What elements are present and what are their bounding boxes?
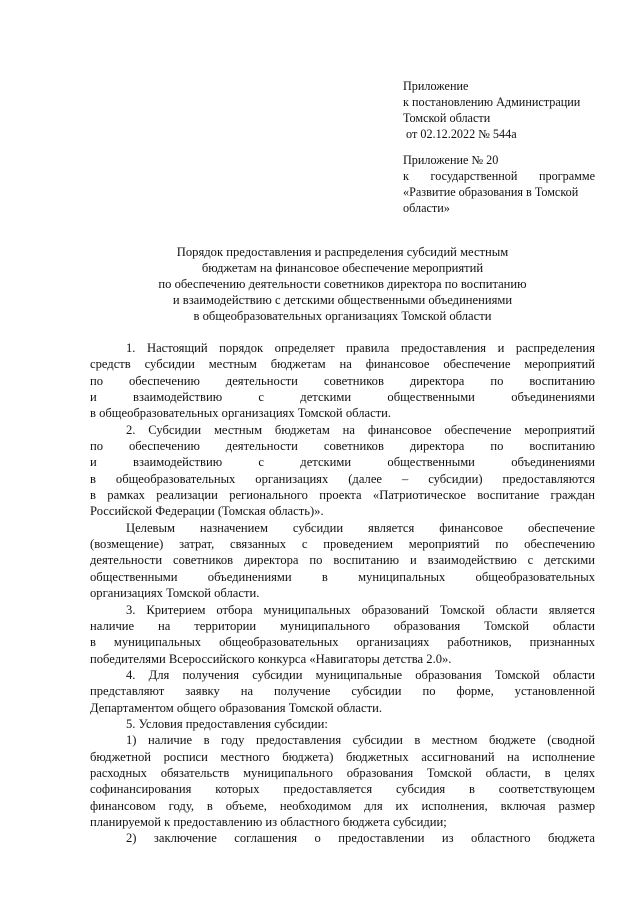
body-line: софинансирования которых предоставляется субсидия в соответствующем (90, 782, 595, 797)
appendix-header (403, 78, 595, 142)
document-title (90, 244, 595, 324)
body-line: 2) заключение соглашения о предоставлении из областного бюджета (126, 831, 595, 846)
body-line: по обеспечению деятельности советников директора по воспитанию (90, 373, 595, 388)
body-line: Целевым назначением субсидии является финансовое обеспечение (126, 520, 595, 535)
body-line: 1. Настоящий порядок определяет правила предоставления и распределения (126, 341, 595, 355)
title-line: и взаимодействию с детскими общественными объединениями (172, 293, 513, 307)
body-line: 1) наличие в году предоставления субсидии в местном бюджете (сводной (126, 733, 595, 748)
body-line: планируемой к предоставлению из областного бюджета субсидии; (90, 814, 447, 829)
appendix-program (403, 152, 595, 216)
body-line: по обеспечению деятельности советников директора по воспитанию (90, 439, 595, 454)
body-line: в рамках реализации регионального проекта «Патриотическое воспитание граждан (90, 488, 595, 503)
body-line: 4. Для получения субсидии муниципальные образования Томской области (126, 667, 595, 682)
appendix-program-line: Приложение № 20 (403, 153, 499, 167)
body-line: (возмещение) затрат, связанных с проведением мероприятий по обеспечению (90, 537, 595, 552)
appendix-header-line: Приложение (403, 79, 469, 93)
body-line: финансовом году, в объеме, необходимом для их исполнения, включая размер (90, 798, 595, 813)
appendix-header-line: Томской области (403, 111, 491, 125)
appendix-program-line: «Развитие образования в Томской (403, 185, 579, 199)
appendix-program-line: области» (403, 201, 450, 215)
body-line: представляют заявку на получение субсидии по форме, установленной (90, 684, 595, 699)
body-line: и взаимодействию с детскими общественными объединениями (90, 455, 595, 470)
body-line: победителями Всероссийского конкурса «Навигаторы детства 2.0». (90, 651, 452, 666)
body-line: Российской Федерации (Томская область)». (90, 504, 324, 519)
body-line: организациях Томской области. (90, 586, 260, 601)
body-line: наличие на территории муниципального образования Томской области (90, 618, 595, 633)
body-line: в общеобразовательных организациях (далее – субсидии) предоставляются (90, 471, 595, 486)
title-line: бюджетам на финансовое обеспечение мероприятий (201, 261, 484, 275)
body-line: бюджетной росписи местного бюджета) бюджетных ассигнований на исполнение (90, 749, 595, 764)
body-line: средств субсидии местным бюджетам на финансовое обеспечение мероприятий (90, 357, 595, 372)
body-line: 5. Условия предоставления субсидии: (126, 716, 328, 731)
body-line: расходных обязательств муниципального образования Томской области, в целях (90, 765, 595, 780)
document-body (90, 340, 595, 847)
title-line: Порядок предоставления и распределения субсидий местным (176, 245, 509, 259)
body-line: 2. Субсидии местным бюджетам на финансовое обеспечение мероприятий (126, 422, 595, 437)
body-line: в общеобразовательных организациях Томской области. (90, 406, 392, 421)
appendix-header-line: от 02.12.2022 № 544а (403, 127, 517, 141)
body-line: общественными объединениями в муниципальных общеобразовательных (90, 569, 595, 584)
appendix-header-line: к постановлению Администрации (403, 95, 581, 109)
body-line: Департаментом общего образования Томской области. (90, 700, 382, 715)
body-line: и взаимодействию с детскими общественными объединениями (90, 390, 595, 405)
title-line: по обеспечению деятельности советников директора по воспитанию (158, 277, 527, 291)
body-line: 3. Критерием отбора муниципальных образований Томской области является (126, 602, 595, 617)
body-line: деятельности советников директора по воспитанию и взаимодействию с детскими (90, 553, 595, 568)
appendix-program-line: к государственной программе (403, 169, 595, 183)
body-line: в муниципальных общеобразовательных организациях работников, признанных (90, 635, 595, 650)
title-line: в общеобразовательных организациях Томской области (193, 309, 492, 323)
